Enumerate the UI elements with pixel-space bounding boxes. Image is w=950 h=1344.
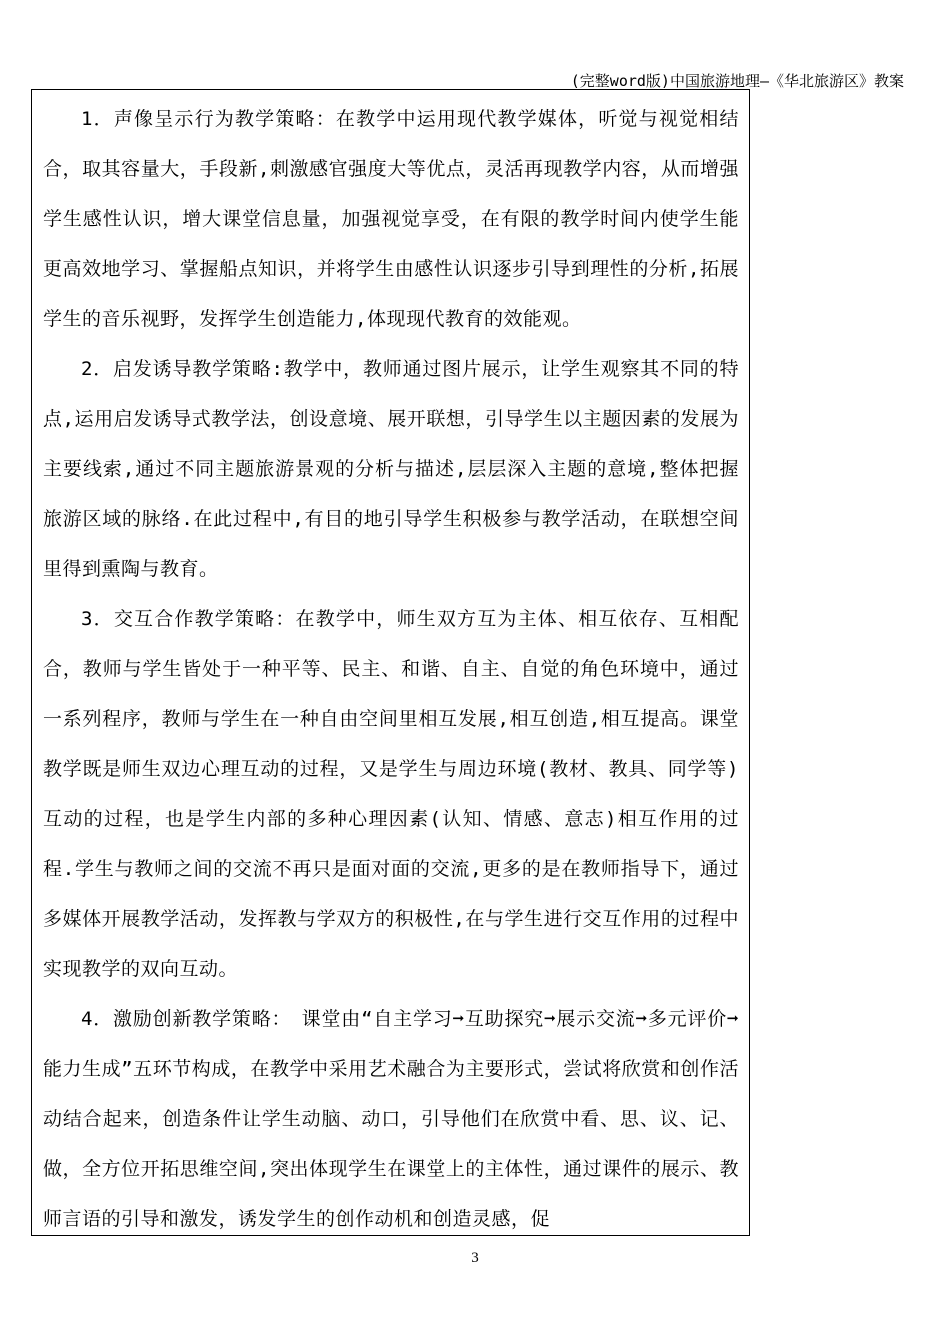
paragraph-strategy-1: 1．声像呈示行为教学策略：在教学中运用现代教学媒体，听觉与视觉相结合，取其容量大，手段新,刺激感官强度大等优点，灵活再现教学内容，从而增强学生感性认识，增大课堂信息量，加强视觉享受，在有限的教学时间内使学生能更高效地学习、掌握船点知识，并将学生由感性认识逐步引导到理性的分析,拓展学生的音乐视野，发挥学生创造能力,体现现代教育的效能观。	[43, 108, 739, 330]
page-number: 3	[471, 1250, 479, 1266]
paragraph-strategy-3: 3．交互合作教学策略：在教学中，师生双方互为主体、相互依存、互相配合，教师与学生皆处于一种平等、民主、和谐、自主、自觉的角色环境中，通过一系列程序，教师与学生在一种自由空间里相互发展,相互创造,相互提高。课堂教学既是师生双边心理互动的过程，又是学生与周边环境(教材、教具、同学等)互动的过程，也是学生内部的多种心理因素(认知、情感、意志)相互作用的过程.学生与教师之间的交流不再只是面对面的交流,更多的是在教师指导下，通过多媒体开展教学活动，发挥教与学双方的积极性,在与学生进行交互作用的过程中实现教学的双向互动。	[43, 608, 739, 980]
content-body	[32, 90, 749, 1236]
document-header: (完整word版)中国旅游地理—《华北旅游区》教案	[570, 72, 904, 90]
paragraph-strategy-2: 2．启发诱导教学策略:教学中，教师通过图片展示，让学生观察其不同的特点,运用启发诱导式教学法，创设意境、展开联想，引导学生以主题因素的发展为主要线索,通过不同主题旅游景观的分析与描述,层层深入主题的意境,整体把握旅游区域的脉络.在此过程中,有目的地引导学生积极参与教学活动，在联想空间里得到熏陶与教育。	[43, 358, 739, 580]
paragraph-strategy-4: 4．激励创新教学策略： 课堂由“自主学习➞互助探究➞展示交流➞多元评价➞能力生成”五环节构成，在教学中采用艺术融合为主要形式，尝试将欣赏和创作活动结合起来，创造条件让学生动脑、动口，引导他们在欣赏中看、思、议、记、做，全方位开拓思维空间,突出体现学生在课堂上的主体性，通过课件的展示、教师言语的引导和激发，诱发学生的创作动机和创造灵感，促	[43, 1008, 739, 1230]
content-table-cell	[31, 89, 750, 1236]
